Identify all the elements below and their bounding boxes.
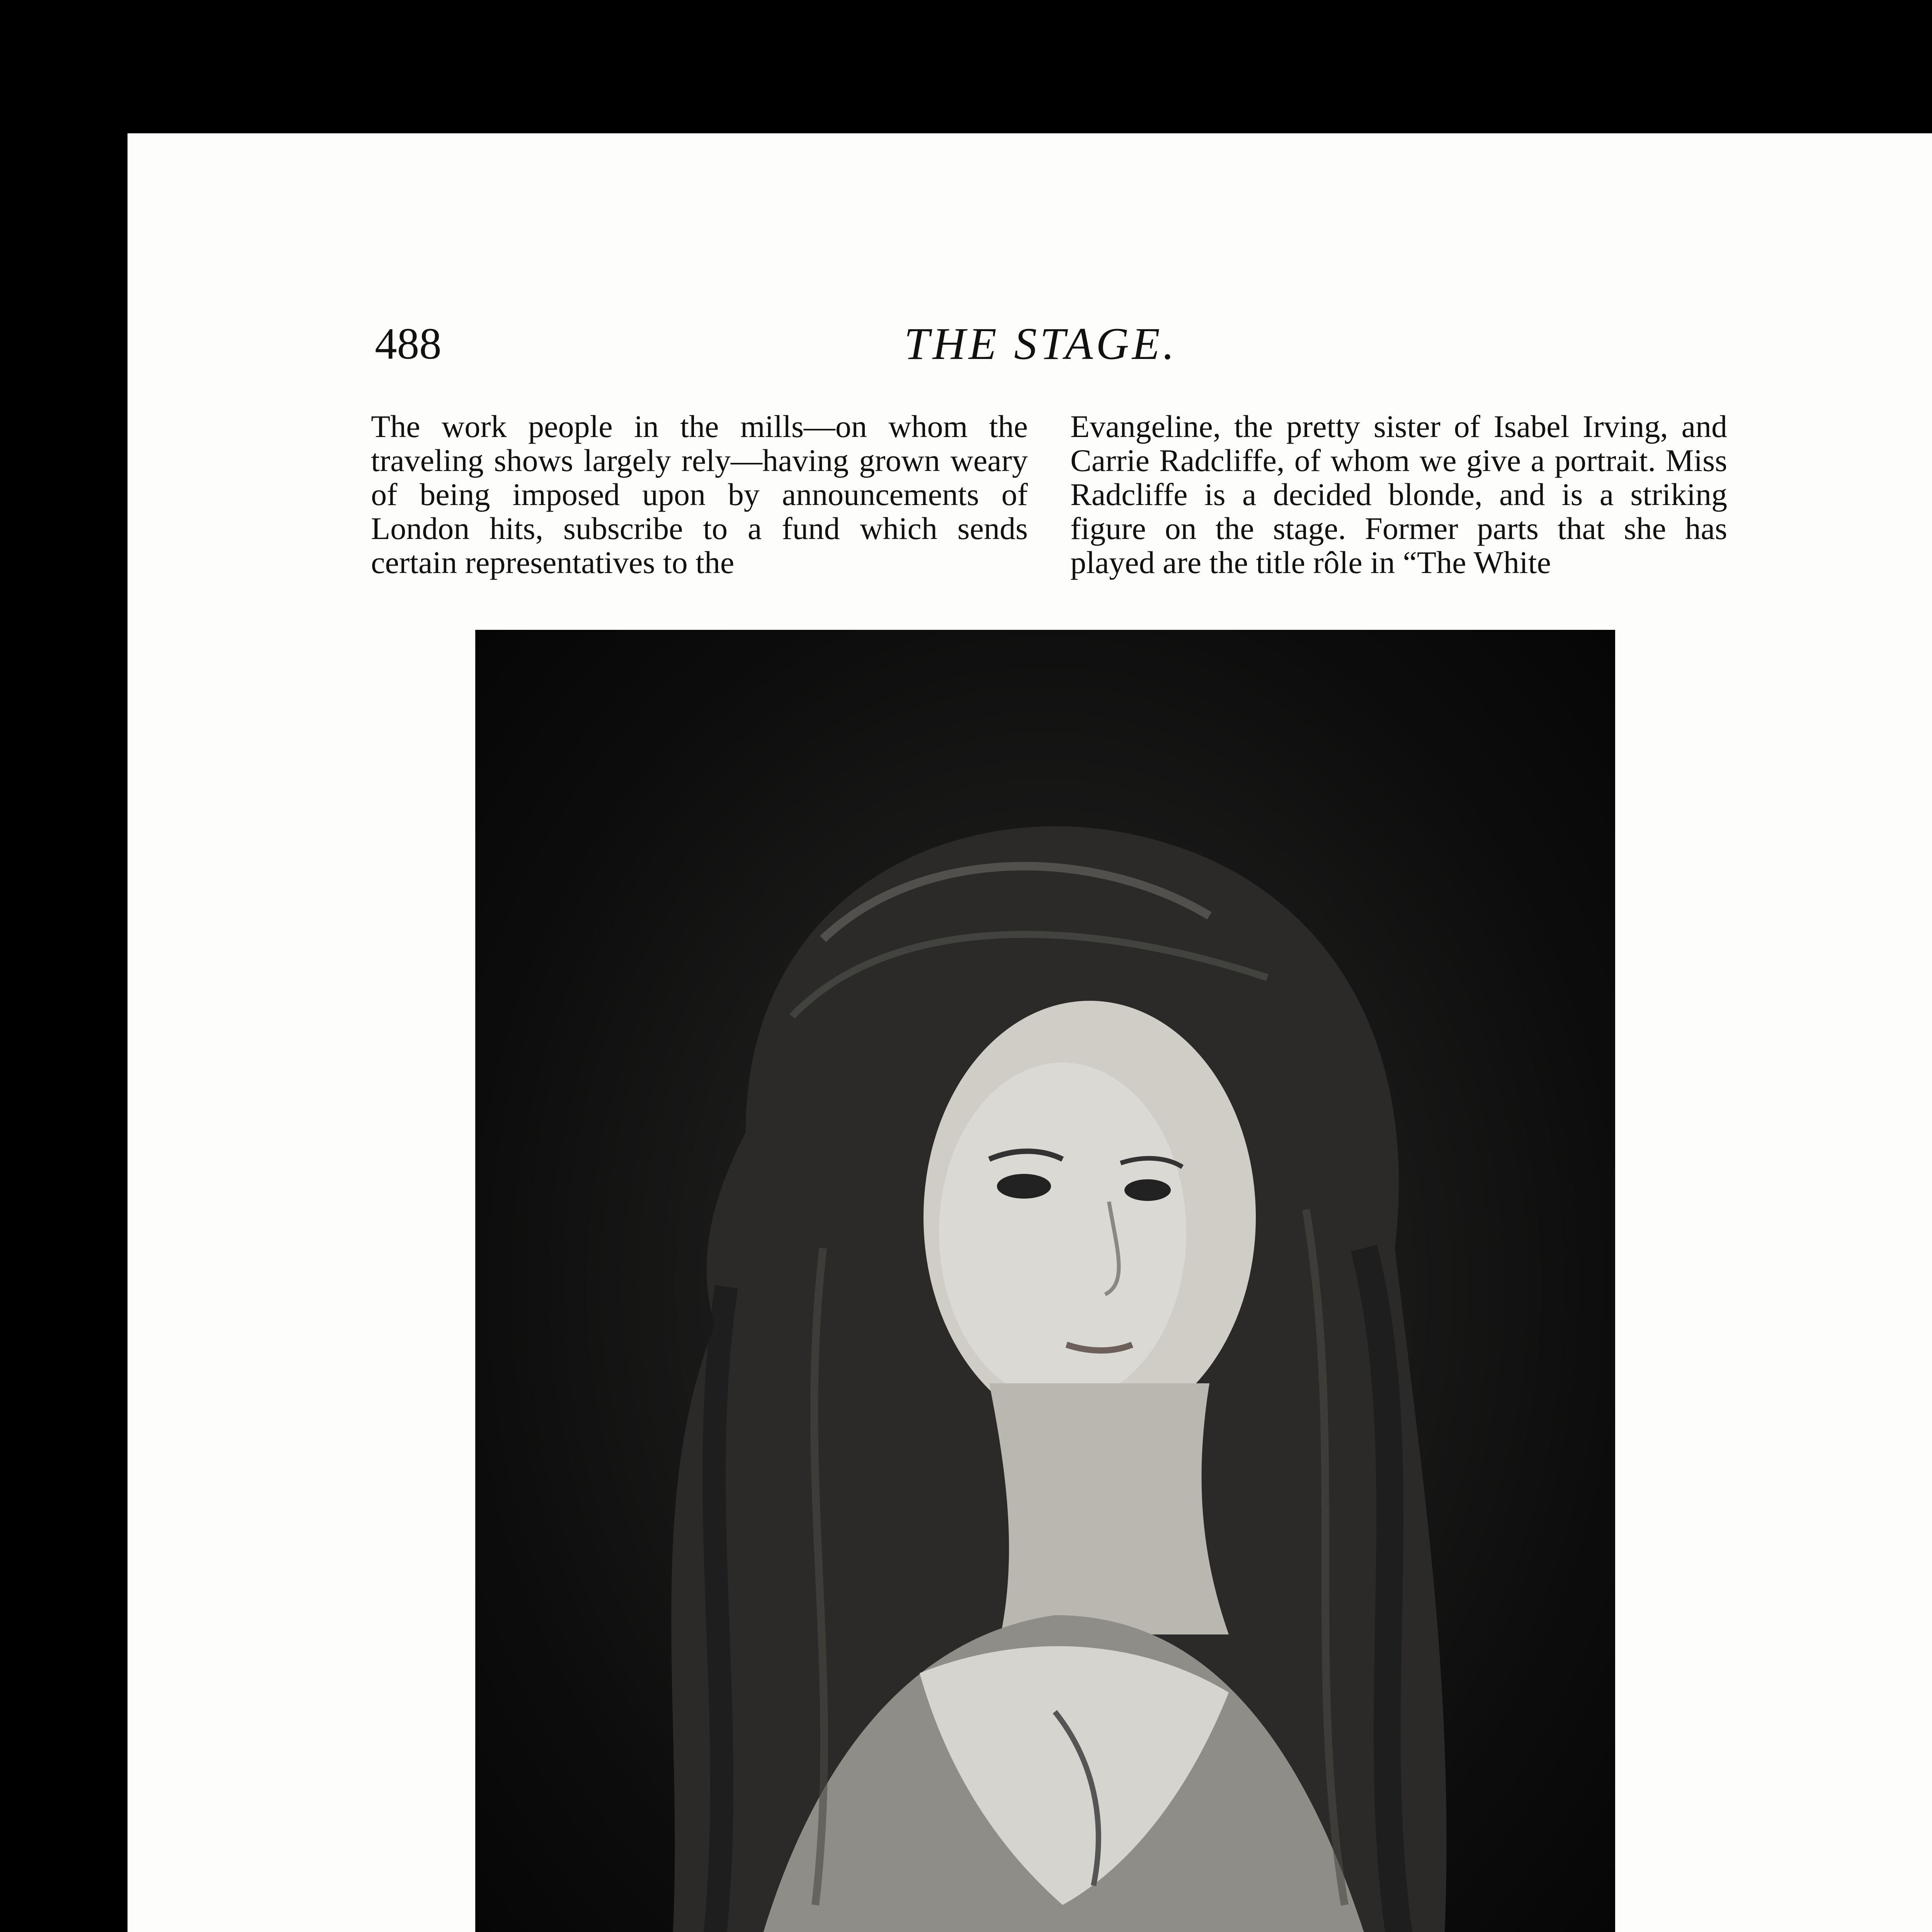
paragraph: Evangeline, the pretty sister of Isabel Irving, and Carrie Radcliffe, of whom we give a portrait. Miss Radcliffe is a decided blonde, and is a striking figure on the stage. Former parts that she has played are the title rôle in “The White [1070, 409, 1727, 580]
paragraph: The work people in the mills—on whom the traveling shows largely rely—having grown weary of being imposed upon by announcements of London hits, subscribe to a fund which sends certain representatives to the [371, 409, 1028, 580]
top-left-column [371, 410, 1028, 580]
portrait-photo [475, 630, 1615, 1932]
page-number: 488 [375, 319, 442, 368]
top-right-column [1070, 410, 1727, 580]
running-head: THE STAGE. [904, 318, 1178, 369]
portrait-illustration [475, 630, 1615, 1932]
